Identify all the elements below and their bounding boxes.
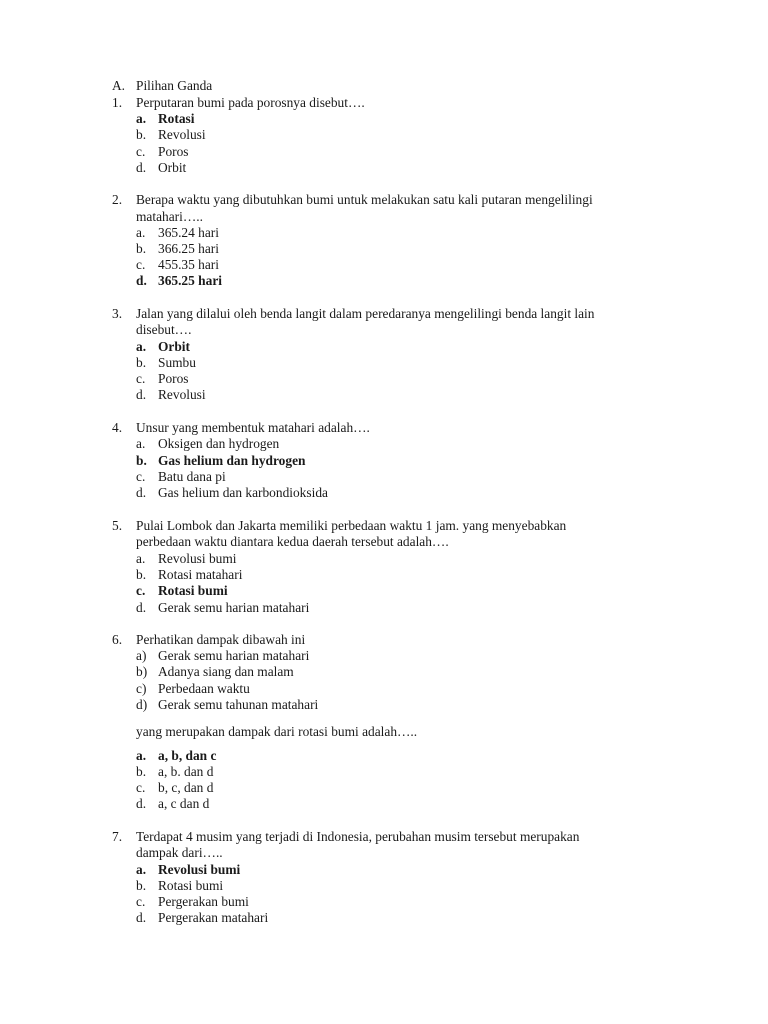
question-text: Berapa waktu yang dibutuhkan bumi untuk melakukan satu kali putaran mengelilingi (136, 192, 593, 207)
question-text: Perputaran bumi pada porosnya disebut…. (136, 95, 365, 110)
question-text: Perhatikan dampak dibawah ini (136, 632, 306, 647)
question-number: 1. (112, 95, 123, 110)
question-number: 4. (112, 420, 123, 435)
question-text: Jalan yang dilalui oleh benda langit dalam peredaranya mengelilingi benda langit lain (136, 306, 595, 321)
document-page: A. Pilihan Ganda 1. Perputaran bumi pada porosnya disebut…. a. Rotasi b. Revolusi c. Poros d. Orbit 2. Berapa waktu yang dibutuhkan bumi untuk melakukan satu kali putaran mengelilingi matahari….. a. 365.24 hari b. 366.25 hari c. 455.35 hari d. 365.25 hari 3. Jalan yang dilalui oleh benda langit dalam peredaranya mengelilingi benda langit lain disebut…. a. Orbit b. Sumbu c. Poros d. Revolusi 4. Unsur yang membentuk matahari adalah…. a. Oksigen dan hydrogen b. Gas helium dan hydrogen c. Batu dana pi d. Gas helium dan karbondioksida 5. Pulai Lombok dan Jakarta memiliki perbedaan waktu 1 jam. yang menyebabkan perbedaan waktu diantara kedua daerah tersebut adalah…. a. Revolusi bumi b. Rotasi matahari c. Rotasi bumi d. Gerak semu harian matahari 6. Perhatikan dampak dibawah ini a) Gerak semu harian matahari b) Adanya siang dan malam c) Perbedaan waktu d) Gerak semu tahunan matahari yang merupakan dampak dari rotasi bumi adalah….. a. a, b, dan c b. a, b. dan d c. b, c, dan d d. a, c dan d 7. Terdapat 4 musim yang terjadi di Indonesia, perubahan musim tersebut merupakan dampak dari….. a. Revolusi bumi b. Rotasi bumi c. Pergerakan bumi d. Pergerakan matahari (112, 78, 595, 925)
section-title: Pilihan Ganda (136, 78, 213, 93)
question-number: 7. (112, 829, 123, 844)
question-number: 3. (112, 306, 123, 321)
question-number: 6. (112, 632, 123, 647)
question-text: Terdapat 4 musim yang terjadi di Indonesia, perubahan musim tersebut merupakan (136, 829, 580, 844)
section-letter: A. (112, 78, 126, 93)
question-number: 5. (112, 518, 123, 533)
question-text: Unsur yang membentuk matahari adalah…. (136, 420, 370, 435)
question-text: Pulai Lombok dan Jakarta memiliki perbedaan waktu 1 jam. yang menyebabkan (136, 518, 567, 533)
question-number: 2. (112, 192, 123, 207)
